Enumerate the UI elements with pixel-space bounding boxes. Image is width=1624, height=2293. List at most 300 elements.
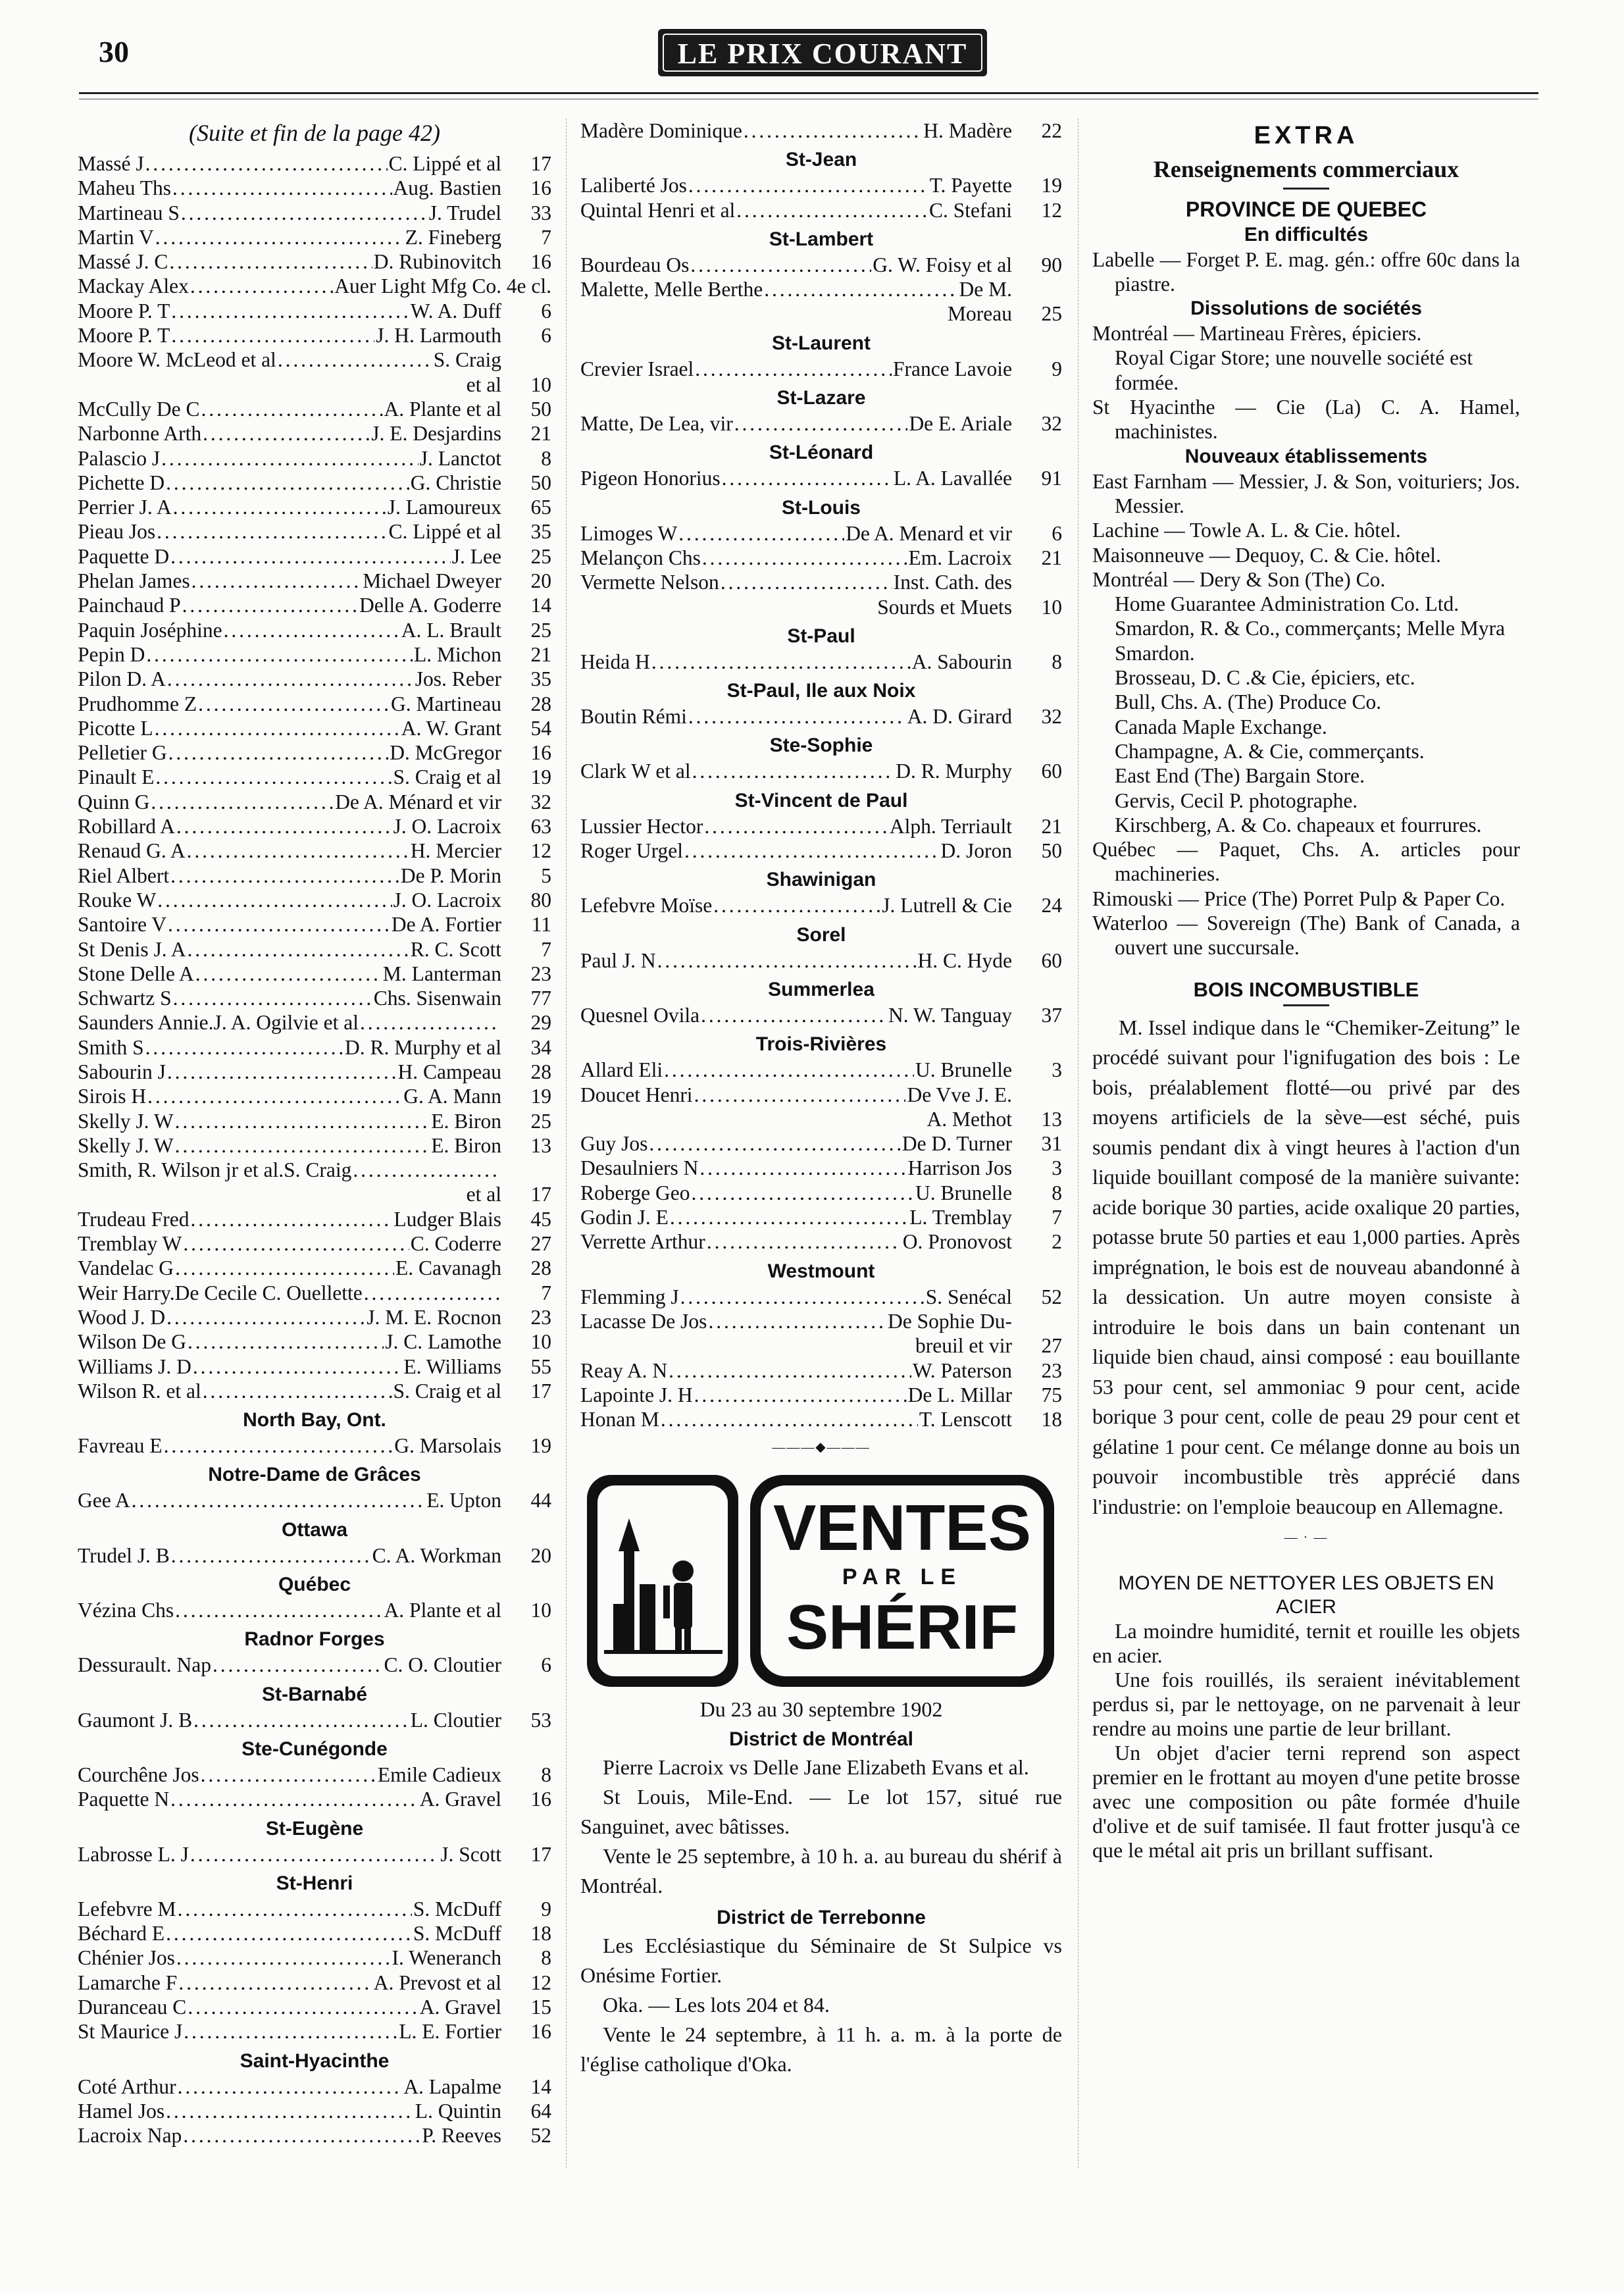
plaintiff-name: A. Prevost et al (373, 1971, 501, 1994)
plaintiff-name: J. Lanctot (419, 446, 501, 470)
judgment-row (78, 176, 551, 200)
district-heading: District de Montréal (728, 1728, 914, 1750)
leader-dots (175, 1598, 382, 1622)
defendant-name: Williams J. D (78, 1354, 191, 1378)
ad-line-2: PAR LE (842, 1564, 963, 1589)
locality-heading: St-Laurent (772, 332, 871, 354)
defendant-name: Santoire V (78, 913, 167, 937)
locality-heading: Summerlea (768, 978, 875, 1000)
judgment-row (580, 595, 1062, 619)
defendant-name: Desaulniers N (580, 1156, 699, 1180)
leader-dots (171, 1543, 371, 1568)
amount: 19 (530, 1085, 551, 1108)
leader-dots (744, 118, 922, 143)
defendant-name: Massé J. C (78, 250, 168, 274)
leader-dots (664, 1058, 914, 1082)
article-body: La moindre humidité, ternit et rouille les objets en acier. (1092, 1618, 1520, 1667)
leader-dots (193, 1708, 409, 1732)
leader-dots (721, 570, 892, 594)
plaintiff-name: De P. Morin (400, 863, 501, 887)
sherif-paragraph: Vente le 25 septembre, à 10 h. a. au bureau du shérif à Montréal. (580, 1843, 1062, 1897)
defendant-name: Phelan James (78, 569, 190, 593)
defendant-name: Hamel Jos (78, 2099, 165, 2123)
judgment-row (580, 1407, 1062, 1431)
defendant-name: Boutin Rémi (580, 705, 687, 729)
plaintiff-name: C. Coderre (410, 1232, 501, 1256)
plaintiff-name: D. McGregor (390, 741, 501, 765)
defendant-name: Skelly J. W (78, 1109, 174, 1133)
leader-dots (688, 704, 906, 729)
defendant-name: Paquette N (78, 1788, 170, 1811)
leader-dots (353, 1158, 500, 1182)
leader-dots (146, 642, 413, 667)
article-body: Une fois rouillés, ils seraient inévitablement perdus si, par le nettoyage, on ne parvenait à leur rendre au moins une partie de leur brillant. (1092, 1667, 1520, 1740)
judgment-row (78, 1708, 551, 1732)
defendant-name: Verrette Arthur (580, 1230, 705, 1254)
plaintiff-name: J. Scott (440, 1842, 501, 1866)
amount: 64 (530, 2099, 551, 2123)
defendant-name: Wilson De G (78, 1330, 186, 1354)
leader-dots (360, 1010, 500, 1035)
leader-dots (699, 1156, 906, 1180)
plaintiff-name: L. Quintin (415, 2099, 501, 2123)
amount: 16 (530, 741, 551, 765)
defendant-name: Massé J (78, 152, 144, 175)
locality-heading: St-Eugène (265, 1817, 364, 1840)
judgment-row (78, 1787, 551, 1811)
plaintiff-name: E. Biron (431, 1133, 501, 1157)
amount: 63 (530, 815, 551, 838)
page-number: 30 (99, 35, 129, 68)
plaintiff-name: W. A. Duff (410, 299, 501, 322)
sherif-paragraph: Oka. — Les lots 204 et 84. (603, 1992, 830, 2017)
plaintiff-name: Sourds et Muets (877, 595, 1012, 619)
defendant-name: Laliberté Jos (580, 174, 687, 197)
plaintiff-name: E. Upton (426, 1489, 501, 1512)
plaintiff-name: E. Cavanagh (395, 1256, 501, 1280)
judgment-row (580, 118, 1062, 143)
plaintiff-name: I. Weneranch (392, 1946, 501, 1970)
defendant-name: Narbonne Arth (78, 422, 202, 446)
leader-dots (734, 411, 908, 436)
leader-dots (203, 421, 370, 446)
amount: 14 (530, 2074, 551, 2098)
amount: 28 (530, 1256, 551, 1280)
leader-dots (188, 937, 409, 962)
masthead-logo (658, 25, 987, 80)
amount: 50 (530, 471, 551, 494)
judgment-row (78, 1945, 551, 1970)
judgment-row (78, 1305, 551, 1329)
leader-dots (713, 893, 880, 917)
amount: 50 (1041, 839, 1062, 863)
amount: 2 (1052, 1230, 1062, 1254)
plaintiff-name: H. C. Hyde (917, 948, 1012, 972)
defendant-name: Painchaud P (78, 594, 181, 617)
plaintiff-name: S. Craig et al (393, 765, 501, 789)
locality-heading: St-Louis (782, 496, 861, 519)
leader-dots (684, 838, 939, 863)
plaintiff-name: D. Rubinovitch (373, 250, 501, 274)
judgment-row (580, 838, 1062, 863)
masthead-text: LE PRIX COURANT (677, 38, 968, 70)
plaintiff-name: breuil et vir (915, 1334, 1012, 1358)
judgment-row (78, 348, 551, 372)
leader-dots (167, 667, 414, 691)
leader-dots (168, 912, 390, 937)
judgment-row (580, 253, 1062, 277)
article-heading: BOIS INCOMBUSTIBLE (1193, 977, 1419, 1001)
leader-dots (694, 1083, 906, 1107)
defendant-name: Prudhomme Z (78, 692, 197, 715)
amount: 12 (530, 1971, 551, 1994)
defendant-name: St Denis J. A (78, 937, 186, 961)
notice-entry: East Farnham — Messier, J. & Son, voituriers; Jos. Messier. (1092, 469, 1520, 517)
defendant-name: Wilson R. et al (78, 1379, 201, 1403)
amount: 53 (530, 1708, 551, 1732)
locality-heading: North Bay, Ont. (243, 1409, 386, 1431)
judgment-row (78, 593, 551, 617)
plaintiff-name: G. Martineau (391, 692, 501, 715)
judgment-row (580, 198, 1062, 222)
extra-heading: EXTRA (1254, 122, 1359, 149)
amount: 77 (530, 987, 551, 1010)
defendant-name: Trudel J. B (78, 1543, 170, 1567)
plaintiff-name: D. R. Murphy et al (345, 1035, 501, 1059)
judgment-row (78, 1842, 551, 1867)
defendant-name: Quintal Henri et al (580, 198, 736, 222)
judgment-row (78, 471, 551, 495)
leader-dots (651, 650, 911, 674)
plaintiff-name: J. C. Lamothe (385, 1330, 501, 1354)
amount: 8 (541, 1946, 551, 1970)
notice-entry: Québec — Paquet, Chs. A. articles pour machineries. (1092, 838, 1520, 886)
defendant-name: Courchêne Jos (78, 1763, 199, 1786)
judgment-row (78, 765, 551, 789)
notice-entry: Montréal — Martineau Frères, épiciers. (1092, 322, 1422, 346)
locality-heading: Ste-Sophie (769, 734, 873, 757)
amount: 25 (530, 544, 551, 568)
amount: 16 (530, 1788, 551, 1811)
judgment-row (78, 1256, 551, 1280)
defendant-name: Rouke W (78, 888, 157, 912)
judgment-list (580, 118, 1062, 1431)
judgment-row (78, 274, 551, 298)
defendant-name: Saunders Annie.J. A. Ogilvie et al (78, 1011, 359, 1035)
amount: 21 (1041, 546, 1062, 569)
amount: 27 (530, 1232, 551, 1256)
ventes-sherif-banner (584, 1472, 1058, 1689)
leader-dots (708, 1309, 886, 1333)
defendant-name: Martineau S (78, 201, 180, 224)
notice-entry: Home Guarantee Administration Co. Ltd. (1115, 592, 1459, 616)
amount: 6 (541, 324, 551, 348)
amount: 7 (541, 937, 551, 961)
amount: 19 (530, 765, 551, 789)
plaintiff-name: C. A. Workman (372, 1543, 501, 1567)
plaintiff-name: S. McDuff (413, 1922, 501, 1945)
notice-entry: Smardon, R. & Co., commerçants; Melle Myra Smardon. (1115, 617, 1506, 665)
defendant-name: Gaumont J. B (78, 1708, 193, 1732)
leader-dots (190, 274, 333, 298)
leader-dots (175, 1109, 430, 1133)
judgment-row (78, 421, 551, 446)
plaintiff-name: A. Plante et al (384, 397, 501, 421)
locality-heading: Trois-Rivières (755, 1033, 887, 1056)
plaintiff-name: A. L. Brault (401, 618, 501, 642)
amount: 13 (1041, 1107, 1062, 1131)
amount: 13 (530, 1133, 551, 1157)
amount: 31 (1041, 1132, 1062, 1156)
sherif-date: Du 23 au 30 septembre 1902 (699, 1697, 943, 1721)
judgment-row (78, 2019, 551, 2044)
defendant-name: Matte, De Lea, vir (580, 412, 733, 436)
locality-heading: St-Lambert (769, 228, 874, 250)
ad-line-3: SHÉRIF (786, 1591, 1019, 1662)
defendant-name: Chénier Jos (78, 1946, 175, 1970)
amount: 19 (1041, 174, 1062, 197)
judgment-row (78, 1543, 551, 1568)
continuation-note: (Suite et fin de la page 42) (189, 120, 440, 146)
plaintiff-name: A. Methot (926, 1107, 1012, 1131)
leader-dots (172, 176, 392, 200)
plaintiff-name: J. Lutrell & Cie (882, 894, 1012, 917)
leader-dots (151, 790, 334, 814)
amount: 7 (1052, 1206, 1062, 1229)
defendant-name: Renaud G. A (78, 839, 186, 863)
leader-dots (670, 1205, 908, 1229)
leader-dots (188, 1329, 384, 1354)
judgment-row (78, 740, 551, 765)
defendant-name: Quesnel Ovila (580, 1003, 700, 1027)
defendant-name: Maheu Ths (78, 176, 172, 200)
plaintiff-name: De Vve J. E. (907, 1083, 1012, 1106)
plaintiff-name: L. Cloutier (410, 1708, 501, 1732)
judgment-row (78, 1329, 551, 1354)
plaintiff-name: J. E. Desjardins (371, 422, 501, 446)
judgment-row (580, 173, 1062, 197)
defendant-name: Honan M (580, 1408, 659, 1431)
defendant-name: Guy Jos (580, 1132, 648, 1156)
defendant-name: Smith, R. Wilson jr et al.S. Craig (78, 1158, 352, 1182)
leader-dots (187, 838, 409, 863)
locality-heading: Ste-Cunégonde (241, 1738, 388, 1760)
defendant-name: Malette, Melle Berthe (580, 278, 763, 301)
leader-dots (164, 1433, 393, 1458)
judgment-row (78, 299, 551, 323)
leader-dots (171, 299, 409, 323)
judgment-row (78, 1010, 551, 1035)
amount: 33 (530, 201, 551, 224)
defendant-name: Lefebvre M (78, 1897, 176, 1920)
amount: 14 (530, 594, 551, 617)
locality-heading: Saint-Hyacinthe (240, 2049, 390, 2072)
plaintiff-name: C. Lippé et al (388, 520, 501, 544)
judgment-row (78, 1897, 551, 1921)
defendant-name: Pigeon Honorius (580, 467, 721, 490)
judgment-row (580, 1156, 1062, 1180)
defendant-name: Lefebvre Moïse (580, 894, 713, 917)
plaintiff-name: H. Mercier (410, 839, 501, 863)
locality-heading: Notre-Dame de Grâces (208, 1464, 421, 1486)
judgment-row (78, 1995, 551, 2019)
leader-dots (190, 1842, 439, 1867)
judgment-row (78, 1182, 551, 1206)
defendant-name: Flemming J (580, 1285, 679, 1308)
leader-dots (195, 962, 382, 986)
leader-dots (176, 1945, 391, 1970)
leader-dots (167, 1060, 397, 1084)
plaintiff-name: N. W. Tanguay (888, 1003, 1012, 1027)
plaintiff-name: France Lavoie (892, 357, 1012, 380)
amount: 21 (1041, 814, 1062, 838)
leader-dots (649, 1131, 900, 1156)
plaintiff-name: Chs. Sisenwain (373, 987, 501, 1010)
judgment-row (78, 1207, 551, 1231)
amount: 34 (530, 1035, 551, 1059)
plaintiff-name: Moreau (948, 302, 1012, 326)
defendant-name: Robillard A (78, 815, 175, 838)
judgment-row (580, 1383, 1062, 1407)
notice-entry: Brosseau, D. C .& Cie, épiciers, etc. (1115, 666, 1415, 690)
defendant-name: Riel Albert (78, 863, 170, 887)
locality-heading: Shawinigan (766, 869, 876, 891)
defendant-name: Vézina Chs (78, 1599, 174, 1622)
leader-dots (680, 1285, 925, 1309)
notice-entry: St Hyacinthe — Cie (La) C. A. Hamel, machinistes. (1092, 396, 1520, 444)
leader-dots (181, 201, 428, 225)
leader-dots (178, 1971, 372, 1995)
leader-dots (657, 948, 917, 973)
defendant-name: McCully De C (78, 397, 200, 421)
leader-dots (193, 1354, 403, 1379)
plaintiff-name: De D. Turner (901, 1132, 1012, 1156)
amount: 18 (1041, 1408, 1062, 1431)
judgment-row (78, 1084, 551, 1108)
amount: 32 (1041, 412, 1062, 436)
leader-dots (166, 1921, 412, 1945)
leader-dots (132, 1488, 426, 1512)
defendant-name: Schwartz S (78, 987, 172, 1010)
leader-dots (155, 716, 400, 740)
judgment-row (78, 986, 551, 1010)
leader-dots (175, 1256, 394, 1280)
sherif-paragraph: St Louis, Mile-End. — Le lot 157, situé rue Sanguinet, avec bâtisses. (580, 1784, 1062, 1838)
plaintiff-name: A. Gravel (419, 1788, 501, 1811)
sherif-paragraph: Les Ecclésiastique du Séminaire de St Sulpice vs Onésime Fortier. (580, 1933, 1062, 1987)
amount: 52 (530, 2124, 551, 2148)
amount: 6 (541, 1653, 551, 1677)
plaintiff-name: C. Stefani (929, 198, 1012, 222)
judgment-row (78, 373, 551, 397)
amount: 25 (1041, 302, 1062, 326)
defendant-name: Gee A (78, 1489, 130, 1512)
leader-dots (166, 1305, 365, 1329)
amount: 35 (530, 667, 551, 691)
leader-dots (736, 198, 928, 222)
amount: 9 (1052, 357, 1062, 380)
defendant-name: Heida H (580, 650, 650, 673)
leader-dots (145, 151, 388, 176)
amount: 6 (541, 299, 551, 322)
judgment-row (78, 642, 551, 667)
amount: 29 (530, 1011, 551, 1035)
judgment-row (78, 249, 551, 274)
plaintiff-name: et al (466, 1183, 501, 1206)
plaintiff-name: De L. Millar (907, 1383, 1012, 1406)
judgment-row (78, 2074, 551, 2099)
defendant-name: Sabourin J (78, 1060, 166, 1083)
plaintiff-name: S. McDuff (413, 1897, 501, 1920)
leader-dots (166, 471, 409, 495)
defendant-name: Madère Dominique (580, 119, 742, 142)
amount: 28 (530, 1060, 551, 1083)
judgment-row (78, 1763, 551, 1787)
leader-dots (170, 1787, 419, 1811)
amount: 25 (530, 618, 551, 642)
masthead-logo-art (658, 25, 987, 80)
defendant-name: Perrier J. A (78, 496, 172, 519)
amount: 28 (530, 692, 551, 715)
judgment-row (580, 759, 1062, 783)
defendant-name: Duranceau C (78, 1996, 187, 2019)
judgment-row (78, 937, 551, 962)
judgment-row (78, 667, 551, 691)
locality-heading: Québec (278, 1574, 351, 1596)
amount: 37 (1041, 1003, 1062, 1027)
locality-heading: St-Henri (276, 1872, 353, 1894)
defendant-name: Lacasse De Jos (580, 1309, 707, 1333)
ornament-separator: ———◆——— (772, 1440, 871, 1455)
judgment-row (580, 277, 1062, 301)
article-body: Un objet d'acier terni reprend son aspect premier en le frottant au moyen d'une petite brosse avec une composition ou pâte formée d'huile d'olive et de suif tamisée. Il faut frotter jusqu'à ce que le métal ait pris un brillant suffisant. (1092, 1740, 1520, 1862)
article-body: M. Issel indique dans le “Chemiker-Zeitung” le procédé suivant pour l'ignifugation des bois : Le bois, préalablement flotté—ou privé par des moyens artificiels de la sève—est séché, puis soumis pendant dix à vingt heures à l'action d'un liquide bouillant composé de la manière suivante: acide borique 30 parties, acide oxalique 20 parties, potasse brute 50 parties et eau 1,000 parties. Après imprégnation, le bois est de nouveau abandonné à la dessication. Un autre moyen consiste à introduire le bois dans un bain contenant un liquide bien chaud, ainsi composé : eau bouillante 53 pour cent, sel ammoniac 9 pour cent, acide borique 3 pour cent, colle de peau 29 pour cent et gélatine 1 pour cent. Ce mélange donne au bois un pouvoir incombustible très apprécié dans l'industrie: on l'emploie beaucoup en Allemagne. (1092, 1015, 1520, 1518)
plaintiff-name: L. Michon (414, 642, 501, 666)
column-1 (78, 118, 551, 2148)
defendant-name: Skelly J. W (78, 1133, 174, 1157)
amount: 20 (530, 569, 551, 593)
defendant-name: Palascio J (78, 446, 161, 470)
locality-heading: St-Vincent de Paul (734, 789, 908, 812)
leader-dots (157, 519, 387, 544)
locality-heading: Radnor Forges (244, 1628, 385, 1651)
leader-dots (707, 1229, 901, 1254)
judgment-row (78, 888, 551, 912)
judgment-row (580, 1058, 1062, 1082)
defendant-name: Pieau Jos (78, 520, 156, 544)
leader-dots (178, 1897, 412, 1921)
judgment-row (580, 1285, 1062, 1309)
plaintiff-name: M. Lanterman (382, 962, 501, 985)
judgment-row (78, 1281, 551, 1305)
judgment-row (78, 863, 551, 888)
defendant-name: Vandelac G (78, 1256, 174, 1280)
leader-dots (213, 1653, 383, 1677)
defendant-name: Lamarche F (78, 1971, 178, 1994)
plaintiff-name: et al (466, 373, 501, 396)
defendant-name: Vermette Nelson (580, 571, 719, 594)
judgment-row (78, 225, 551, 249)
amount: 10 (1041, 595, 1062, 619)
defendant-name: Godin J. E (580, 1206, 669, 1229)
judgment-row (78, 397, 551, 421)
judgment-row (78, 2099, 551, 2123)
locality-heading: St-Barnabé (261, 1683, 368, 1705)
defendant-name: Limoges W (580, 521, 678, 545)
amount: 16 (530, 176, 551, 200)
notice-entry: Gervis, Cecil P. photographe. (1115, 788, 1358, 812)
plaintiff-name: A. Lapalme (403, 2074, 501, 2098)
